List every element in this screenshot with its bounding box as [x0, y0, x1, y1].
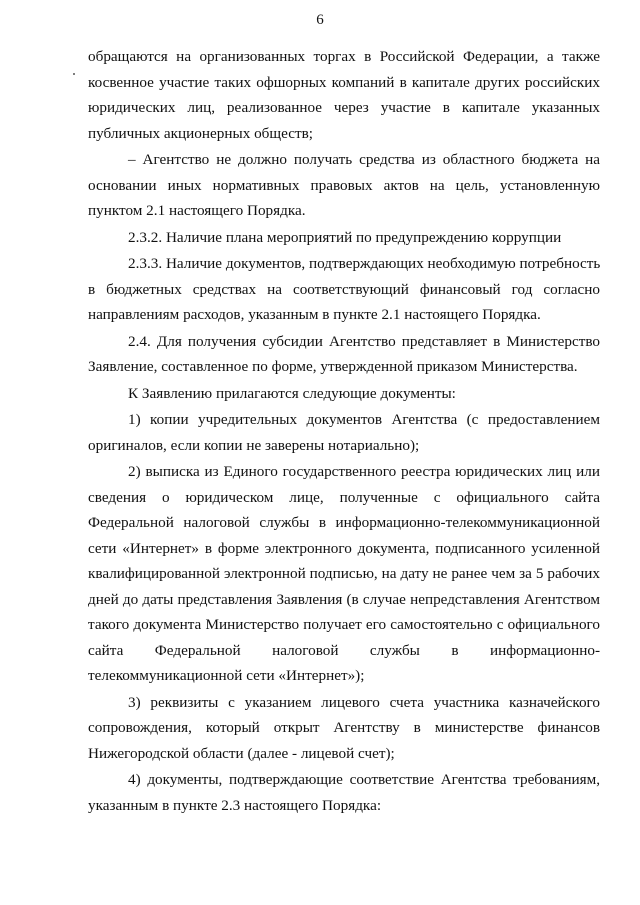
- list-item-2: 2) выписка из Единого государственного реестра юридических лиц или сведения о юридическом лице, полученные с официального сайта Федеральной налоговой службы в информационно-телекоммуникационной сети «Интернет» в форме электронного документа, подписанного усиленной квалифицированной электронной подписью, на дату не ранее чем за 5 рабочих дней до даты представления Заявления (в случае непредставления Агентством такого документа Министерство получает его самостоятельно с официального сайта Федеральной налоговой службы в информационно- телекоммуникационной сети «Интернет»);: [88, 463, 600, 684]
- paragraph-attachments: К Заявлению прилагаются следующие документы:: [128, 384, 456, 402]
- page-number: 6: [316, 12, 324, 28]
- list-item-1: 1) копии учредительных документов Агентства (с предоставлением оригиналов, если копии не заверены нотариально);: [88, 411, 600, 454]
- paragraph-2-3-2: 2.3.2. Наличие плана мероприятий по предупреждению коррупции: [128, 228, 562, 246]
- paragraph-continuation: обращаются на организованных торгах в Российской Федерации, а также косвенное участие таких офшорных компаний в капитале других российских юридических лиц, реализованное через участие в капитале указанных публичных акционерных обществ;: [88, 48, 600, 142]
- paragraph-dash-condition: – Агентство не должно получать средства из областного бюджета на основании иных нормативных правовых актов на цель, установленную пунктом 2.1 настоящего Порядка.: [88, 151, 600, 219]
- margin-mark: [73, 73, 75, 75]
- document-body: [88, 44, 600, 818]
- list-item-4: 4) документы, подтверждающие соответствие Агентства требованиям, указанным в пункте 2.3 настоящего Порядка:: [88, 771, 600, 814]
- paragraph-2-3-3: 2.3.3. Наличие документов, подтверждающих необходимую потребность в бюджетных средствах на соответствующий финансовый год согласно направлениям расходов, указанным в пункте 2.1 настоящего Порядка.: [88, 255, 601, 323]
- paragraph-2-4: 2.4. Для получения субсидии Агентство представляет в Министерство Заявление, составленное по форме, утвержденной приказом Министерства.: [88, 332, 600, 375]
- list-item-3: 3) реквизиты с указанием лицевого счета участника казначейского сопровождения, который открыт Агентству в министерстве финансов Нижегородской области (далее - лицевой счет);: [88, 693, 600, 762]
